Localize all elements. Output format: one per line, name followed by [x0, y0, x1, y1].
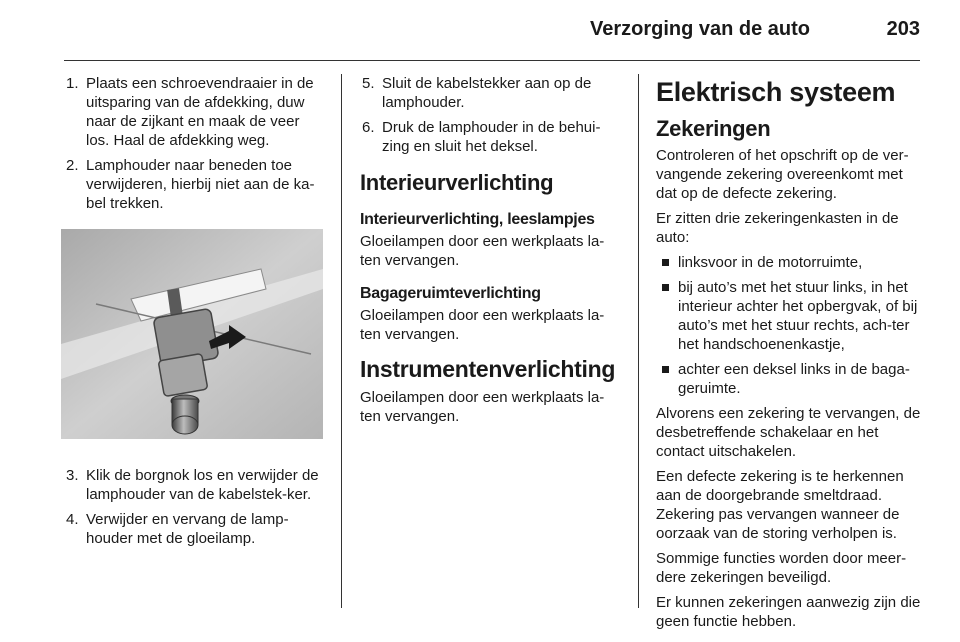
paragraph: Alvorens een zekering te vervangen, de desbetreffende schakelaar en het contact uitschakelen.: [656, 405, 921, 460]
column-divider: [638, 74, 639, 608]
step-text: Lamphouder naar beneden toe verwijderen, hierbij niet aan de ka-bel trekken.: [86, 157, 315, 212]
step-number: 4.: [66, 511, 79, 528]
step-item: [360, 118, 622, 156]
section-title-instrument-lighting: Instrumentenverlichting: [360, 356, 616, 382]
list-item-text: bij auto’s met het stuur links, in het interieur achter het opbergvak, of bij auto’s met het stuur rechts, ach-ter het handschoenenkastje,: [678, 279, 918, 353]
step-item: [64, 156, 324, 213]
paragraph: Gloeilampen door een werkplaats la-ten vervangen.: [360, 307, 605, 343]
step-number: 1.: [66, 75, 79, 92]
column-1: [64, 74, 324, 554]
paragraph: Controleren of het opschrift op de ver-vangende zekering overeenkomt met dat op de defecte zekering.: [656, 147, 909, 202]
list-item: [656, 360, 922, 398]
header-title: Verzorging van de auto: [589, 18, 810, 40]
step-item: [64, 74, 324, 150]
section-title-interior-lighting: Interieurverlichting: [360, 170, 554, 195]
paragraph: Sommige functies worden door meer-dere zekeringen beveiligd.: [656, 550, 907, 586]
bullet-icon: [662, 259, 669, 266]
step-number: 5.: [362, 75, 375, 92]
chapter-title: Elektrisch systeem: [656, 77, 896, 107]
steps-list-a: [64, 74, 324, 213]
steps-list-c: [360, 74, 622, 156]
step-text: Plaats een schroevendraaier in de uitsparing van de afdekking, duw naar de zijkant en maak de veer los. Haal de afdekking weg.: [86, 75, 314, 149]
step-number: 2.: [66, 157, 79, 174]
section-title-fuses: Zekeringen: [656, 116, 771, 141]
paragraph: Gloeilampen door een werkplaats la-ten vervangen.: [360, 233, 605, 269]
paragraph: Er zitten drie zekeringenkasten in de auto:: [656, 210, 899, 246]
page-number: 203: [886, 18, 920, 40]
column-2: [360, 74, 622, 432]
fuse-box-locations-list: [656, 253, 922, 398]
subsection-title-luggage-lighting: Bagageruimteverlichting: [360, 285, 541, 302]
paragraph: Gloeilampen door een werkplaats la-ten vervangen.: [360, 389, 605, 425]
step-item: [64, 466, 324, 504]
step-item: [64, 510, 324, 548]
bullet-icon: [662, 284, 669, 291]
lamp-holder-illustration: [61, 229, 323, 439]
step-text: Verwijder en vervang de lamp-houder met de gloeilamp.: [86, 511, 289, 547]
step-number: 6.: [362, 119, 375, 136]
subsection-title-reading-lamps: Interieurverlichting, leeslampjes: [360, 211, 595, 228]
list-item-text: achter een deksel links in de baga-geruimte.: [678, 361, 910, 397]
step-item: [360, 74, 622, 112]
list-item-text: linksvoor in de motorruimte,: [678, 254, 863, 271]
step-text: Klik de borgnok los en verwijder de lamphouder van de kabelstek-ker.: [86, 467, 319, 503]
bullet-icon: [662, 366, 669, 373]
list-item: [656, 253, 922, 272]
header-rule: [64, 60, 920, 61]
step-text: Druk de lamphouder in de behui-zing en sluit het deksel.: [382, 119, 601, 155]
column-divider: [341, 74, 342, 608]
steps-list-b: [64, 466, 324, 548]
step-text: Sluit de kabelstekker aan op de lamphouder.: [382, 75, 592, 111]
paragraph: Er kunnen zekeringen aanwezig zijn die geen functie hebben.: [656, 594, 921, 630]
list-item: [656, 278, 922, 354]
paragraph: Een defecte zekering is te herkennen aan de doorgebrande smeltdraad. Zekering pas vervangen wanneer de oorzaak van de storing verholpen is.: [656, 468, 904, 542]
step-number: 3.: [66, 467, 79, 484]
column-3: [656, 74, 922, 637]
